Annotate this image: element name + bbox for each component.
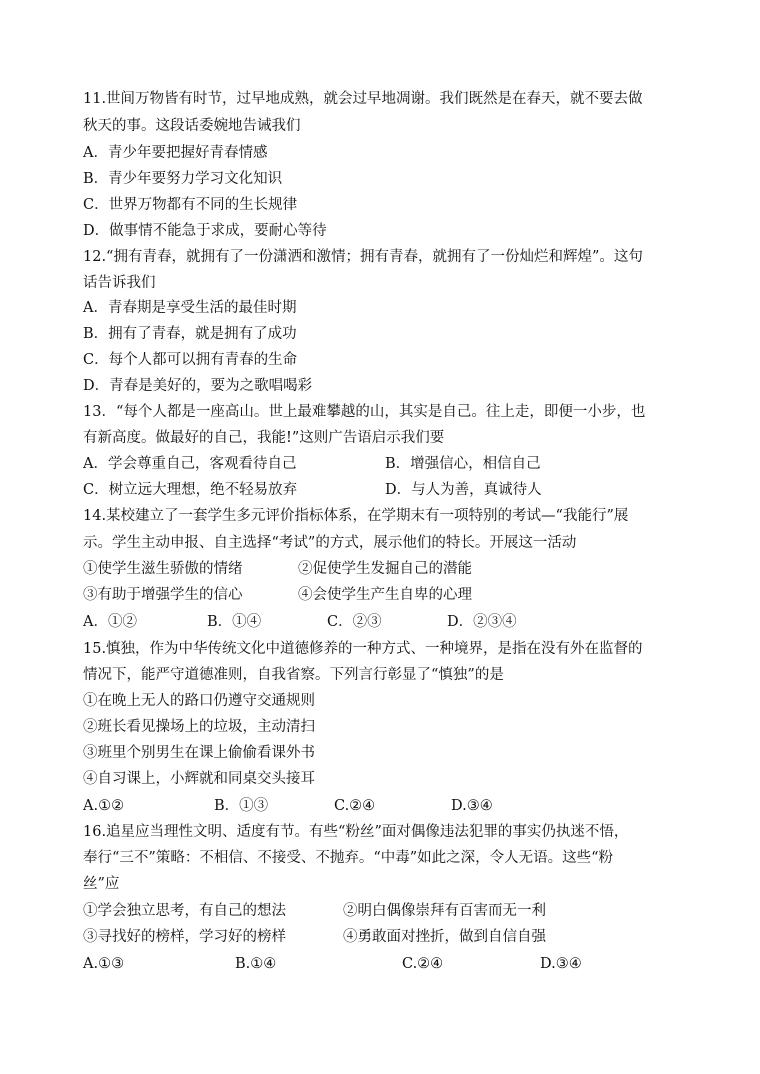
q16-option-a: A.①③ [83, 956, 125, 972]
q16-statement-1: ①学会独立思考，有自己的想法 [83, 903, 286, 919]
q14-option-d: D．②③④ [447, 614, 517, 630]
q14-option-a: A．①② [83, 614, 137, 630]
q11-option-b: B．青少年要努力学习文化知识 [83, 171, 283, 187]
q14-option-c: C．②③ [327, 614, 382, 630]
q12-option-d: D．青春是美好的，要为之歌唱喝彩 [83, 378, 313, 394]
q15-statement-3: ③班里个别男生在课上偷偷看课外书 [83, 745, 315, 761]
q11-stem-line1: 11.世间万物皆有时节，过早地成熟，就会过早地凋谢。我们既然是在春天，就不要去做 [83, 91, 643, 107]
q16-option-b: B.①④ [235, 956, 277, 972]
q11-option-c: C．世界万物都有不同的生长规律 [83, 197, 298, 213]
q16-stem-line2: 奉行“三不”策略：不相信、不接受、不抛弃。“中毒”如此之深，令人无语。这些“粉 [83, 850, 614, 866]
q15-statement-2: ②班长看见操场上的垃圾，主动清扫 [83, 719, 315, 735]
q13-stem-line1: 13．“每个人都是一座高山。世上最难攀越的山，其实是自己。往上走，即便一小步，也 [83, 404, 646, 420]
q16-stem-line3: 丝”应 [83, 876, 120, 892]
q15-statement-1: ①在晚上无人的路口仍遵守交通规则 [83, 693, 315, 709]
q14-statement-1: ①使学生滋生骄傲的情绪 [83, 561, 243, 577]
q14-option-b: B．①④ [207, 614, 262, 630]
q16-stem-line1: 16.追星应当理性文明、适度有节。有些“粉丝”面对偶像违法犯罪的事实仍执迷不悟， [83, 824, 629, 840]
q12-option-c: C．每个人都可以拥有青春的生命 [83, 352, 298, 368]
q11-option-d: D．做事情不能急于求成，要耐心等待 [83, 223, 327, 239]
q15-option-b: B．①③ [214, 798, 269, 814]
q15-option-d: D.③④ [451, 798, 493, 814]
q12-stem-line1: 12.“拥有青春，就拥有了一份潇洒和激情；拥有青春，就拥有了一份灿烂和辉煌”。这句 [83, 249, 643, 265]
q13-options-row1 [83, 456, 541, 472]
q11-option-a: A．青少年要把握好青春情感 [83, 145, 268, 161]
q16-statements-row1 [83, 903, 546, 919]
q13-options-row2 [83, 482, 542, 498]
q14-statements-row1 [83, 561, 472, 577]
q16-statement-4: ④勇敢面对挫折，做到自信自强 [343, 929, 546, 945]
q12-option-b: B．拥有了青春，就是拥有了成功 [83, 326, 297, 342]
q14-statement-3: ③有助于增强学生的信心 [83, 587, 243, 603]
q15-stem-line1: 15.慎独，作为中华传统文化中道德修养的一种方式、一种境界，是指在没有外在监督的 [83, 641, 643, 657]
q14-stem-line2: 示。学生主动申报、自主选择“考试”的方式，展示他们的特长。开展这一活动 [83, 535, 577, 551]
q13-option-a: A．学会尊重自己，客观看待自己 [83, 456, 297, 472]
q13-stem-line2: 有新高度。做最好的自己，我能!”这则广告语启示我们要 [83, 430, 445, 446]
q16-option-c: C.②④ [402, 956, 444, 972]
q14-stem-line1: 14.某校建立了一套学生多元评价指标体系，在学期末有一项特别的考试—“我能行”展 [83, 508, 629, 524]
q16-statement-2: ②明白偶像崇拜有百害而无一利 [343, 903, 546, 919]
q14-statements-row2 [83, 587, 472, 603]
q12-option-a: A．青春期是享受生活的最佳时期 [83, 300, 297, 316]
q15-statement-4: ④自习课上，小辉就和同桌交头接耳 [83, 771, 315, 787]
q16-statement-3: ③寻找好的榜样，学习好的榜样 [83, 929, 286, 945]
q16-option-d: D.③④ [540, 956, 582, 972]
q11-stem-line2: 秋天的事。这段话委婉地告诫我们 [83, 118, 301, 134]
q13-option-b: B．增强信心，相信自己 [385, 456, 541, 472]
q13-option-c: C．树立远大理想，绝不轻易放弃 [83, 482, 298, 498]
q15-option-c: C.②④ [334, 798, 376, 814]
q15-option-a: A.①② [83, 798, 125, 814]
q14-statement-2: ②促使学生发掘自己的潜能 [298, 561, 472, 577]
q12-stem-line2: 话告诉我们 [83, 275, 156, 291]
q15-stem-line2: 情况下，能严守道德准则，自我省察。下列言行彰显了“慎独”的是 [83, 667, 504, 683]
q16-statements-row2 [83, 929, 546, 945]
q13-option-d: D．与人为善，真诚待人 [385, 482, 542, 498]
q14-statement-4: ④会使学生产生自卑的心理 [298, 587, 472, 603]
